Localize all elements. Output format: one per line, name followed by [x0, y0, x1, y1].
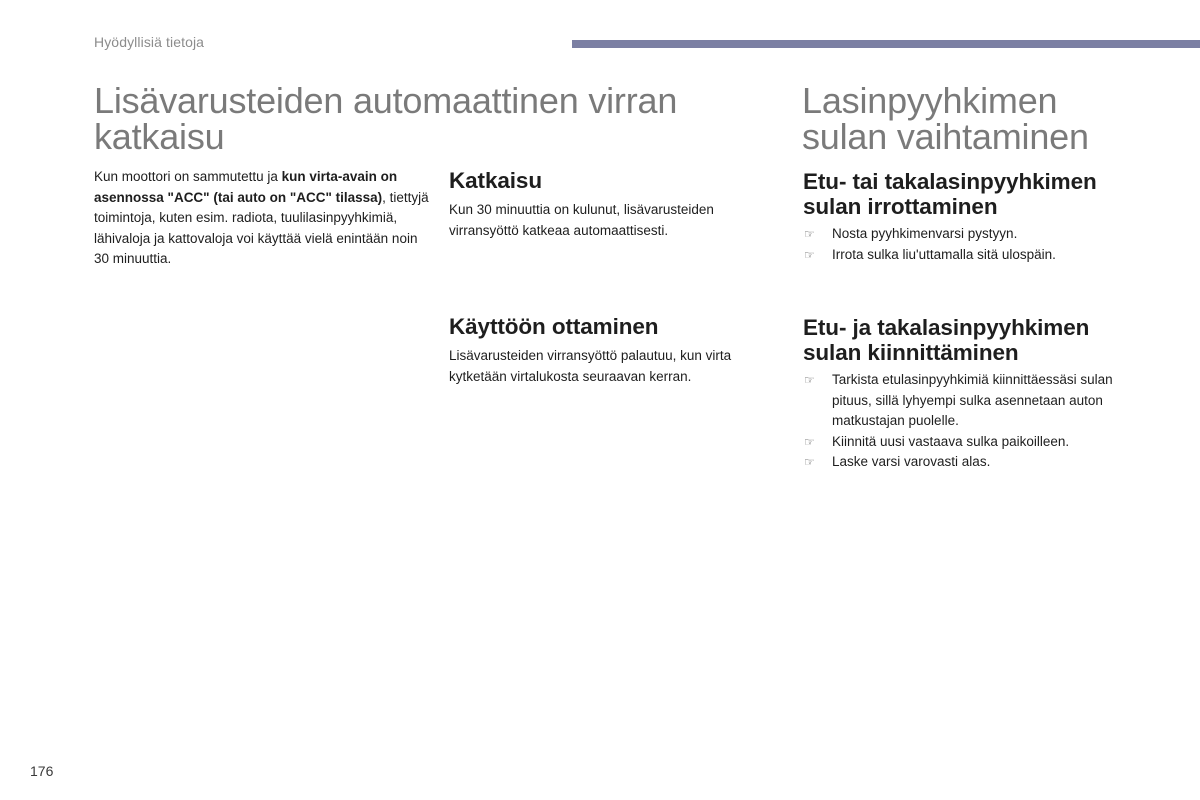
page-number: 176 [30, 763, 54, 779]
removal-heading-line1: Etu- tai takalasinpyyhkimen [803, 169, 1097, 194]
removal-heading-line2: sulan irrottaminen [803, 194, 998, 219]
pointing-hand-icon: ☞ [804, 455, 815, 469]
header-rule [572, 40, 1200, 48]
fitting-step-text: Kiinnitä uusi vastaava sulka paikoilleen. [832, 433, 1070, 449]
removal-heading [803, 169, 1143, 219]
left-title-line2: katkaisu [94, 116, 225, 157]
pointing-hand-icon: ☞ [804, 373, 815, 387]
enable-heading: Käyttöön ottaminen [449, 314, 659, 339]
cutoff-text: Kun 30 minuuttia on kulunut, lisävarusteiden virransyöttö katkeaa automaattisesti. [449, 202, 714, 238]
right-page-title [802, 80, 1182, 157]
list-item [803, 245, 1143, 266]
fitting-step-text: Tarkista etulasinpyyhkimiä kiinnittäessäsi sulan pituus, sillä lyhyempi sulka asennetaan auton matkustajan puolelle. [832, 372, 1113, 428]
section-title: Hyödyllisiä tietoja [94, 34, 205, 50]
intro-text-bold: kun virta-avain on asennossa "ACC" (tai auto on "ACC" tilassa) [94, 169, 398, 205]
list-item [803, 432, 1123, 453]
left-page-title [94, 80, 734, 157]
list-item [803, 452, 1123, 473]
right-title-line1: Lasinpyyhkimen [802, 80, 1058, 121]
pointing-hand-icon: ☞ [804, 227, 815, 241]
left-title-line1: Lisävarusteiden automaattinen virran [94, 80, 678, 121]
fitting-heading-line2: sulan kiinnittäminen [803, 340, 1019, 365]
pointing-hand-icon: ☞ [804, 247, 815, 262]
fitting-step-text: Laske varsi varovasti alas. [832, 454, 991, 469]
intro-text-end: , tiettyjä toimintoja, kuten esim. radiota, tuulilasinpyyhkimiä, lähivaloja ja kattovaloja voi käyttää vielä enintään noin 30 minuuttia. [94, 189, 429, 266]
intro-paragraph [94, 167, 430, 270]
fitting-heading [803, 315, 1143, 365]
removal-step-text: Nosta pyyhkimenvarsi pystyyn. [832, 226, 1018, 241]
list-item [803, 370, 1123, 432]
intro-text-start: Kun moottori on sammutettu ja [94, 169, 282, 184]
enable-text: Lisävarusteiden virransyöttö palautuu, kun virta kytketään virtalukosta seuraavan kerran. [449, 348, 732, 384]
removal-steps [803, 224, 1143, 265]
removal-step-text: Irrota sulka liu'uttamalla sitä ulospäin. [832, 246, 1056, 262]
list-item [803, 224, 1143, 245]
right-title-line2: sulan vaihtaminen [802, 116, 1089, 157]
fitting-steps [803, 370, 1123, 473]
pointing-hand-icon: ☞ [804, 434, 815, 449]
fitting-heading-line1: Etu- ja takalasinpyyhkimen [803, 315, 1090, 340]
cutoff-heading: Katkaisu [449, 168, 542, 193]
